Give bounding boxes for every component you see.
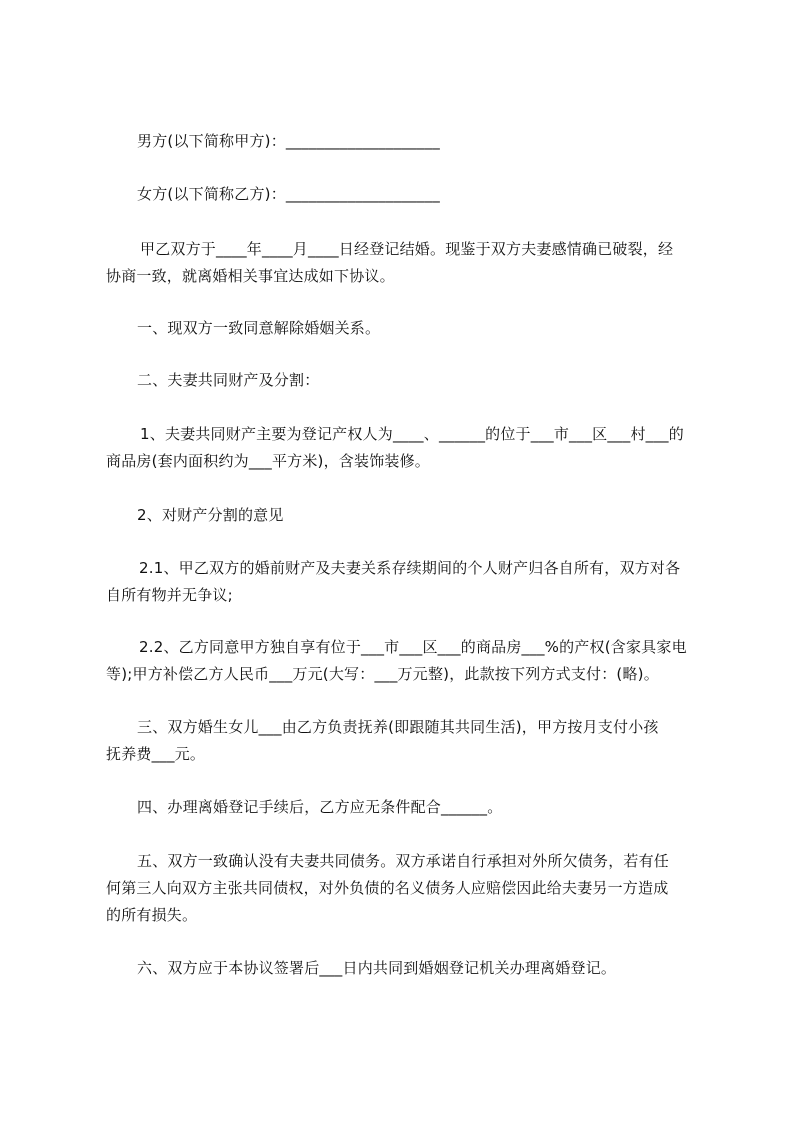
clause-2: 二、夫妻共同财产及分割： — [137, 371, 320, 389]
item-2-2-line-1: 2.2、乙方同意甲方独自享有位于___市___区___的商品房___%的产权(含家具家电 — [139, 638, 687, 656]
item-2: 2、对财产分割的意见 — [137, 506, 284, 524]
item-2-1-line-2: 自所有物并无争议; — [106, 586, 233, 604]
clause-4: 四、办理离婚登记手续后，乙方应无条件配合______。 — [137, 798, 503, 816]
item-1-line-1: 1、夫妻共同财产主要为登记产权人为____、______的位于___市___区___村___的 — [140, 425, 684, 443]
item-1-line-2: 商品房(套内面积约为___平方米)，含装饰装修。 — [106, 452, 431, 470]
woman-party-line: 女方(以下简称乙方)：____________________ — [137, 185, 440, 203]
item-2-2-line-2: 等);甲方补偿乙方人民币___万元(大写：___万元整)，此款按下列方式支付：(略)。 — [106, 665, 659, 683]
item-2-1-line-1: 2.1、甲乙双方的婚前财产及夫妻关系存续期间的个人财产归各自所有，双方对各 — [139, 559, 681, 577]
intro-line-2: 协商一致，就离婚相关事宜达成如下协议。 — [106, 267, 395, 285]
man-party-line: 男方(以下简称甲方)：____________________ — [137, 132, 440, 150]
clause-5-line-1: 五、双方一致确认没有夫妻共同债务。双方承诺自行承担对外所欠债务，若有任 — [137, 852, 670, 870]
clause-3-line-2: 抚养费___元。 — [106, 745, 206, 763]
clause-1: 一、现双方一致同意解除婚姻关系。 — [137, 319, 381, 337]
clause-6: 六、双方应于本协议签署后___日内共同到婚姻登记机关办理离婚登记。 — [137, 959, 617, 977]
intro-line-1: 甲乙双方于____年____月____日经登记结婚。现鉴于双方夫妻感情确已破裂，经 — [140, 240, 674, 258]
clause-5-line-3: 的所有损失。 — [106, 906, 198, 924]
clause-3-line-1: 三、双方婚生女儿___由乙方负责抚养(即跟随其共同生活)，甲方按月支付小孩 — [137, 718, 659, 736]
clause-5-line-2: 何第三人向双方主张共同债权，对外负债的名义债务人应赔偿因此给夫妻另一方造成 — [106, 879, 669, 897]
